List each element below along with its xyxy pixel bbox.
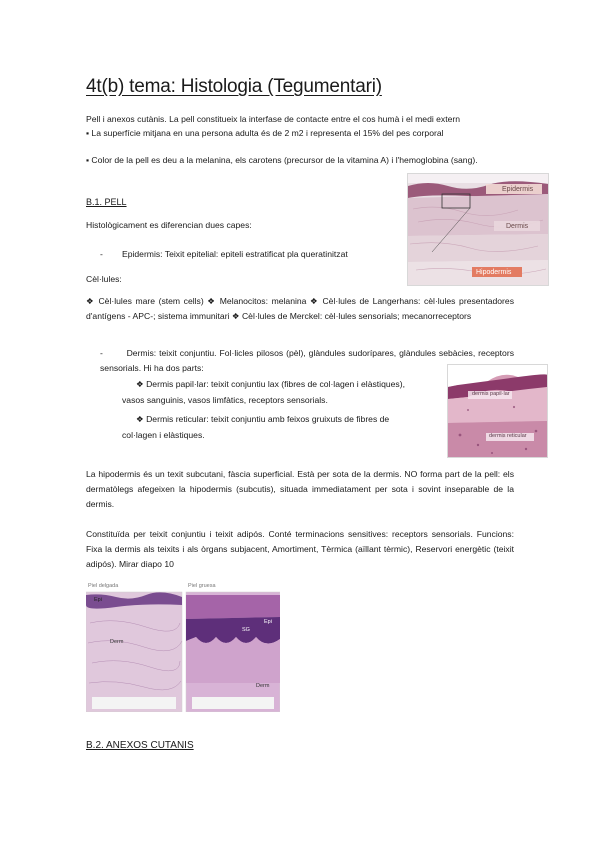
label-thin-derm: Derm [110, 639, 124, 645]
label-dermis-papillar: dermis papil·lar [472, 391, 510, 397]
caption-thick-skin: Piel gruesa [188, 583, 216, 589]
label-epidermis: Epidermis [502, 186, 534, 193]
hipodermis-constitution-text: Constituïda per teixit conjuntiu i teixit adipós. Conté terminacions sensitives: receptors sensorials. Funcions: Fixa la dermis als teixits i als òrgans subjacent, Amortiment, Tèrmica (aïllant tèrmic), Reservori energètic (teixit adipós). Mirar diapo 10 [86, 529, 514, 569]
label-thick-derm: Derm [256, 683, 270, 689]
dermis-figure [447, 364, 548, 458]
label-dermis-reticular: dermis reticular [489, 433, 527, 439]
dermis-papillar-2: vasos sanguinis, vasos limfàtics, receptors sensorials. [122, 395, 328, 405]
layers-intro: Histològicament es diferencian dues capes: [86, 220, 252, 230]
thin-thick-skin-image [86, 583, 280, 712]
label-hipodermis: Hipodermis [476, 269, 512, 276]
intro-line-1: Pell i anexos cutànis. La pell constitueix la interfase de contacte entre el cos humà i el medi extern [86, 114, 461, 124]
cells-text: ❖ Cèl·lules mare (stem cells) ❖ Melanocitos: melanina ❖ Cèl·lules de Langerhans: cèl·lules presentadores d'antígens - APC-; sistema immunitari ❖ Cèl·lules de Merckel: cèl·lules sensorials; mecanorreceptors [86, 296, 514, 321]
hipodermis-text: La hipodermis és un texit subcutani, fàscia superficial. Està per sota de la dermis. NO forma part de la pell: els dermatòlegs afegeixen la hipodermis (subcutis), situada immediatament per sota i sovint inseparable de la dermis. [86, 469, 514, 509]
skin-layers-figure [407, 173, 549, 286]
dermis-reticular-1: ❖ Dermis reticular: teixit conjuntiu amb feixos gruixuts de fibres de [136, 414, 390, 424]
section-heading-anexos: B.2. ANEXOS CUTANIS [86, 740, 194, 751]
thin-thick-skin-figure [86, 583, 280, 712]
dermis-item: - Dermis: teixit conjuntiu. Fol·licles pilosos (pèl), glàndules sudorípares, glàndules sebàcies, receptors sensorials. Hi ha dos parts: [100, 348, 517, 373]
page-title: 4t(b) tema: Histologia (Tegumentari) [86, 76, 382, 97]
label-thick-sg: SG [242, 627, 250, 633]
dermis-papillar-1: ❖ Dermis papil·lar: teixit conjuntiu lax (fibres de col·lagen i elàstiques), [136, 379, 405, 389]
cells-label: Cèl·lules: [86, 274, 122, 284]
label-thick-epi: Epi [264, 619, 272, 625]
intro-line-2: ▪ La superfície mitjana en una persona adulta és de 2 m2 i representa el 15% del pes corporal [86, 128, 444, 138]
dermis-histology-image [448, 365, 547, 457]
epidermis-item: - Epidermis: Teixit epitelial: epiteli estratificat pla queratinitzat [100, 249, 348, 259]
section-heading-pell: B.1. PELL [86, 197, 127, 207]
label-thin-epi: Epi [94, 597, 102, 603]
caption-thin-skin: Piel delgada [88, 583, 119, 589]
label-dermis: Dermis [506, 223, 529, 230]
intro-line-3: ▪ Color de la pell es deu a la melanina, els carotens (precursor de la vitamina A) i l'hemoglobina (sang). [86, 155, 478, 165]
dermis-reticular-2: col·lagen i elàstiques. [122, 430, 205, 440]
